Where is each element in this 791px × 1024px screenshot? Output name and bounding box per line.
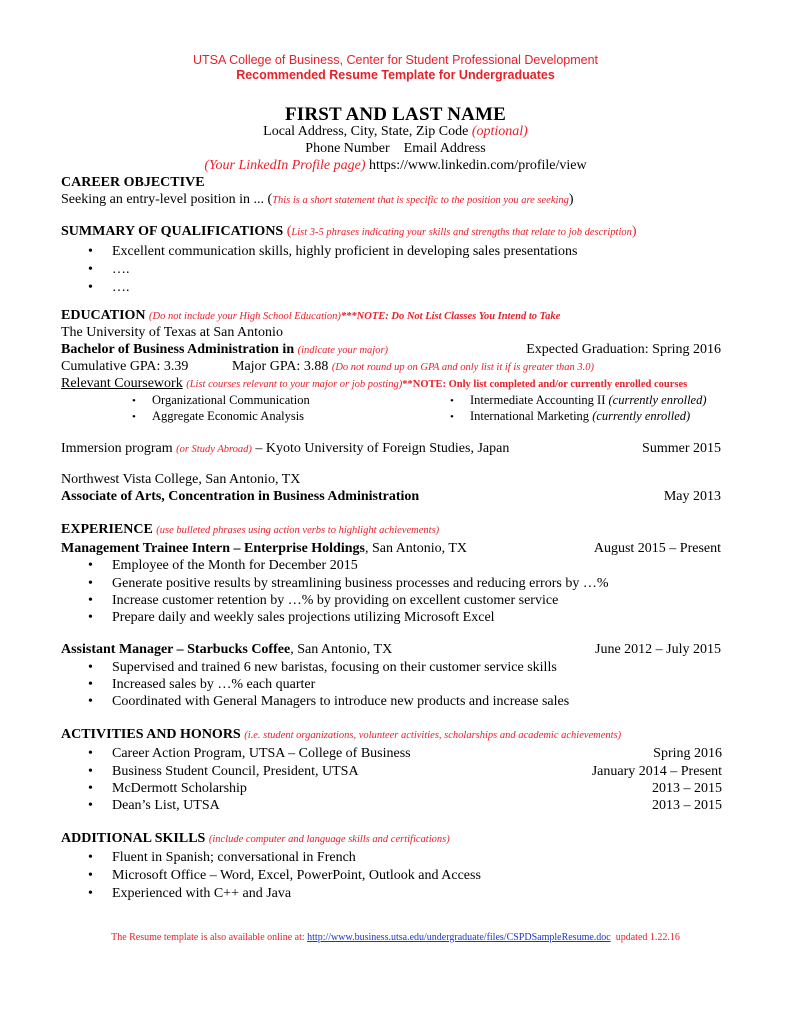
activity-date: 2013 – 2015 xyxy=(652,798,722,813)
career-objective-text: Seeking an entry-level position in ... (This is a short statement that is specific to the position you are seeking) xyxy=(61,192,574,207)
activity-item: • McDermott Scholarship xyxy=(88,781,247,796)
education-school-nvc: Northwest Vista College, San Antonio, TX xyxy=(61,472,301,487)
education-immersion-program: Immersion program (or Study Abroad) – Kyoto University of Foreign Studies, Japan xyxy=(61,441,510,456)
job-title-enterprise: Management Trainee Intern – Enterprise Holdings, San Antonio, TX xyxy=(61,541,467,556)
job-bullet: • Coordinated with General Managers to introduce new products and increase sales xyxy=(88,694,570,709)
education-cumulative-gpa: Cumulative GPA: 3.39 xyxy=(61,359,189,374)
section-title-summary: SUMMARY OF QUALIFICATIONS (List 3-5 phrases indicating your skills and strengths that relate to job description) xyxy=(61,224,637,239)
education-degree-aa: Associate of Arts, Concentration in Business Administration xyxy=(61,489,420,504)
section-title-career-objective: CAREER OBJECTIVE xyxy=(61,175,205,190)
course-item: • Aggregate Economic Analysis xyxy=(132,409,305,423)
header-college: UTSA College of Business, Center for Student Professional Development xyxy=(192,53,599,67)
summary-item: • …. xyxy=(88,262,130,277)
job-title-starbucks: Assistant Manager – Starbucks Coffee, San Antonio, TX xyxy=(61,642,393,657)
activity-date: January 2014 – Present xyxy=(591,764,722,779)
course-item: • Organizational Communication xyxy=(132,393,310,407)
section-title-education: EDUCATION (Do not include your High School Education)***NOTE: Do Not List Classes You Intend to Take xyxy=(61,308,561,323)
footer-note: The Resume template is also available online at: http://www.business.utsa.edu/undergraduate/files/CSPDSampleResume.doc updated 1.22.16 xyxy=(111,932,680,943)
job-bullet: • Prepare daily and weekly sales projections utilizing Microsoft Excel xyxy=(88,610,495,625)
course-item: • Intermediate Accounting II (currently enrolled) xyxy=(450,393,707,407)
activity-item: • Career Action Program, UTSA – College of Business xyxy=(88,746,411,761)
section-title-activities: ACTIVITIES AND HONORS (i.e. student organizations, volunteer activities, scholarships and academic achievements) xyxy=(61,727,622,742)
education-aa-date: May 2013 xyxy=(663,489,721,504)
footer-template-link[interactable]: http://www.business.utsa.edu/undergraduate/files/CSPDSampleResume.doc xyxy=(307,932,611,943)
job-dates-enterprise: August 2015 – Present xyxy=(593,541,721,556)
activity-item: • Dean’s List, UTSA xyxy=(88,798,220,813)
education-expected-graduation: Expected Graduation: Spring 2016 xyxy=(526,342,721,357)
course-item: • International Marketing (currently enrolled) xyxy=(450,409,691,423)
section-title-experience: EXPERIENCE (use bulleted phrases using action verbs to highlight achievements) xyxy=(61,522,440,537)
job-bullet: • Generate positive results by streamlining business processes and reducing errors by …% xyxy=(88,576,609,591)
job-bullet: • Increased sales by …% each quarter xyxy=(88,677,316,692)
job-bullet: • Increase customer retention by …% by providing on excellent customer service xyxy=(88,593,559,608)
skill-item: • Microsoft Office – Word, Excel, PowerPoint, Outlook and Access xyxy=(88,868,481,883)
education-immersion-date: Summer 2015 xyxy=(642,441,721,456)
job-bullet: • Supervised and trained 6 new baristas, focusing on their customer service skills xyxy=(88,660,557,675)
contact-linkedin: (Your LinkedIn Profile page) https://www.linkedin.com/profile/view xyxy=(204,158,587,173)
activity-date: Spring 2016 xyxy=(653,746,722,761)
job-bullet: • Employee of the Month for December 2015 xyxy=(88,558,358,573)
summary-item: • Excellent communication skills, highly proficient in developing sales presentations xyxy=(88,244,578,259)
section-title-skills: ADDITIONAL SKILLS (include computer and language skills and certifications) xyxy=(61,831,450,846)
education-coursework-label: Relevant Coursework (List courses relevant to your major or job posting)**NOTE: Only list completed and/or currently enrolled courses xyxy=(61,376,688,391)
skill-item: • Experienced with C++ and Java xyxy=(88,886,292,901)
header-template-title: Recommended Resume Template for Undergraduates xyxy=(236,68,555,82)
education-degree-bba: Bachelor of Business Administration in (indicate your major) xyxy=(61,342,389,357)
job-dates-starbucks: June 2012 – July 2015 xyxy=(595,642,721,657)
education-major-gpa: Major GPA: 3.88 (Do not round up on GPA and only list it if is greater than 3.0) xyxy=(232,359,595,374)
contact-phone-email: Phone Number Email Address xyxy=(305,141,486,156)
education-school-utsa: The University of Texas at San Antonio xyxy=(61,325,283,340)
summary-item: • …. xyxy=(88,280,130,295)
skill-item: • Fluent in Spanish; conversational in French xyxy=(88,850,356,865)
resume-name: FIRST AND LAST NAME xyxy=(284,104,507,125)
activity-date: 2013 – 2015 xyxy=(652,781,722,796)
activity-item: • Business Student Council, President, UTSA xyxy=(88,764,359,779)
contact-address: Local Address, City, State, Zip Code (optional) xyxy=(263,124,528,139)
